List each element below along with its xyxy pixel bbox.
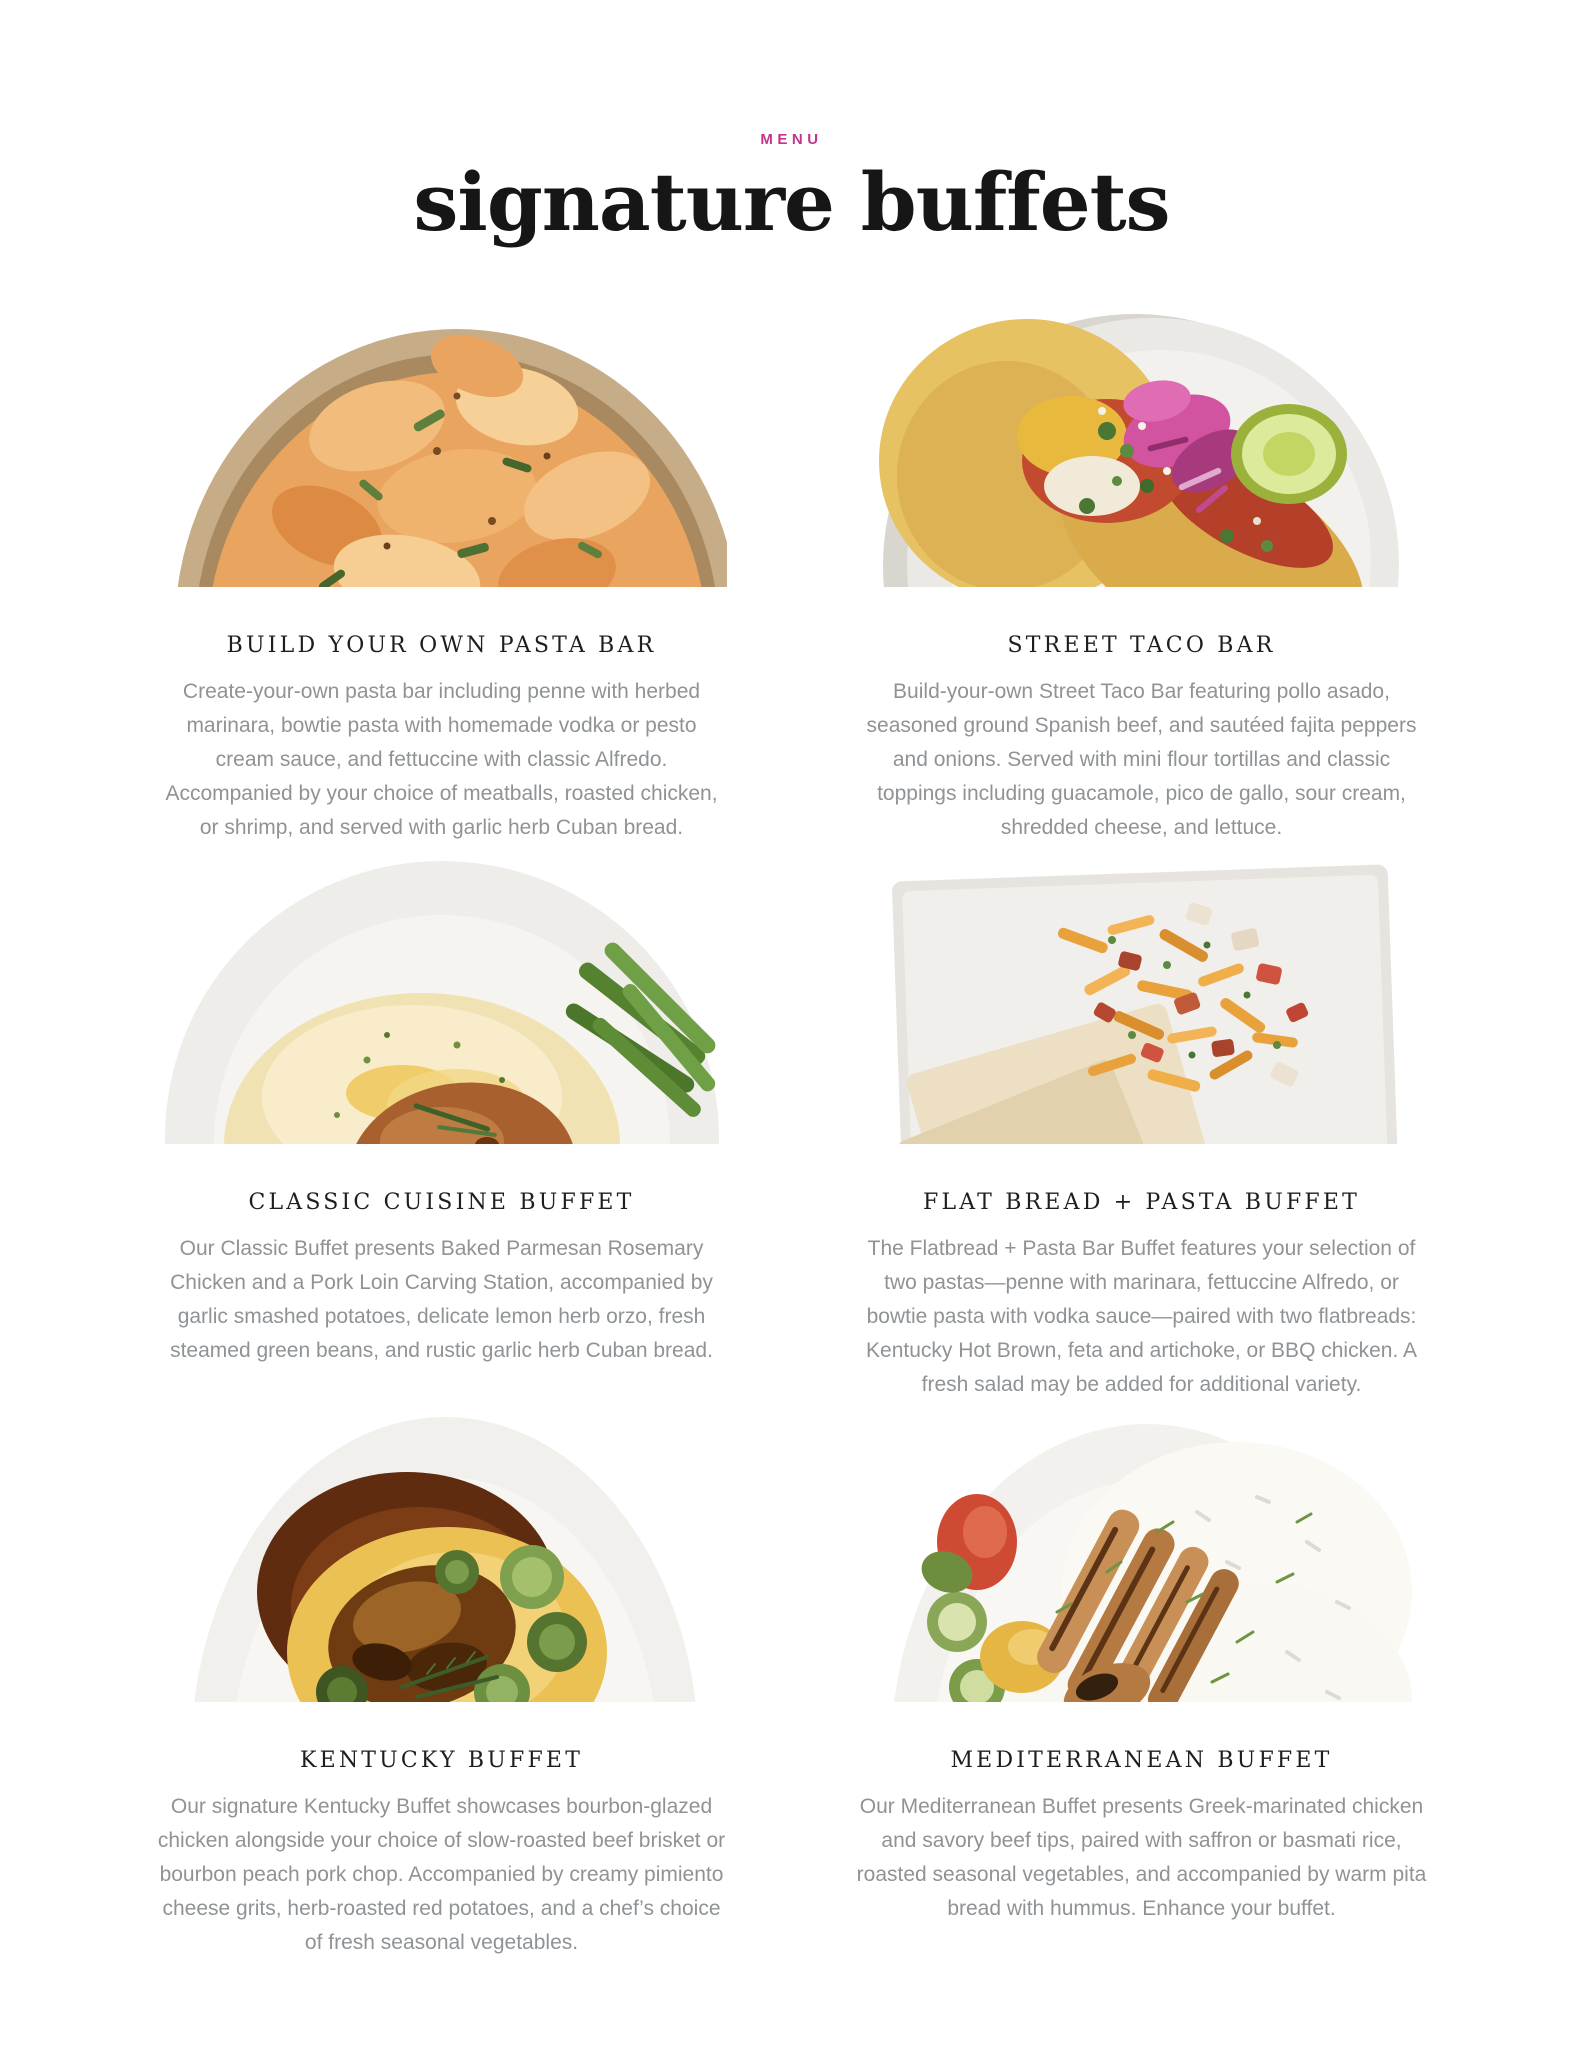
kentucky-buffet-illustration [157,1402,727,1702]
grilled-chicken-rice-roasted-vegetables-photo [857,1402,1427,1702]
menu-item-card-kentucky [157,1402,727,1960]
menu-item-title: KENTUCKY BUFFET [299,1748,584,1773]
menu-item-card-street-taco-bar [857,246,1427,845]
menu-item-description: The Flatbread + Pasta Bar Buffet features your selection of two pastas—penne with marinara, fettuccine Alfredo, or bowtie pasta with vodka sauce—paired with two flatbreads: Kentucky Hot Brown, feta and artichoke, or BBQ chicken. A fresh salad may be added for additional variety. [866,1237,1417,1396]
bowtie-pasta-bowl-illustration [157,246,727,587]
menu-item-description: Our signature Kentucky Buffet showcases bourbon-glazed chicken alongside your choice of slow-roasted beef brisket or bourbon peach pork chop. Accompanied by creamy pimiento cheese grits, herb-roasted red potatoes, and a chef’s choice of fresh seasonal vegetables. [157,1795,726,1954]
menu-item-title: BUILD YOUR OWN PASTA BAR [226,633,657,658]
chicken-mashed-potatoes-green-beans-photo [157,845,727,1144]
menu-item-description: Our Classic Buffet presents Baked Parmesan Rosemary Chicken and a Pork Loin Carving Station, accompanied by garlic smashed potatoes, delicate lemon herb orzo, fresh steamed green beans, and rustic garlic herb Cuban bread. [170,1237,713,1362]
bourbon-glazed-chicken-polenta-brussels-photo [157,1402,727,1702]
menu-item-card-classic-cuisine [157,845,727,1402]
menu-eyebrow: MENU [760,131,823,148]
street-tacos-plate-photo [857,246,1427,587]
menu-item-card-mediterranean [857,1402,1427,1960]
page-title: signature buffets [413,155,1170,249]
menu-item-description: Our Mediterranean Buffet presents Greek-marinated chicken and savory beef tips, paired with saffron or basmati rice, roasted seasonal vegetables, and accompanied by warm pita bread with hummus. Enhance your buffet. [856,1795,1427,1920]
classic-cuisine-illustration [157,845,727,1144]
street-tacos-illustration [857,246,1427,587]
menu-item-title: MEDITERRANEAN BUFFET [950,1748,1333,1773]
buffet-grid [157,246,1427,1960]
flatbread-cheese-bacon-tomato-photo [857,845,1427,1144]
menu-item-card-pasta-bar [157,246,727,845]
bowtie-pasta-bowl-photo [157,246,727,587]
menu-item-title: STREET TACO BAR [1007,633,1276,658]
menu-item-title: CLASSIC CUISINE BUFFET [248,1190,635,1215]
menu-item-card-flatbread-pasta [857,845,1427,1402]
flatbread-illustration [857,845,1427,1144]
mediterranean-buffet-illustration [857,1402,1427,1702]
menu-item-description: Build-your-own Street Taco Bar featuring pollo asado, seasoned ground Spanish beef, and sautéed fajita peppers and onions. Served with mini flour tortillas and classic toppings including guacamole, pico de gallo, sour cream, shredded cheese, and lettuce. [866,680,1417,839]
menu-item-title: FLAT BREAD + PASTA BUFFET [922,1190,1361,1215]
menu-item-description: Create-your-own pasta bar including penne with herbed marinara, bowtie pasta with homemade vodka or pesto cream sauce, and fettuccine with classic Alfredo. Accompanied by your choice of meatballs, roasted chicken, or shrimp, and served with garlic herb Cuban bread. [165,680,718,839]
